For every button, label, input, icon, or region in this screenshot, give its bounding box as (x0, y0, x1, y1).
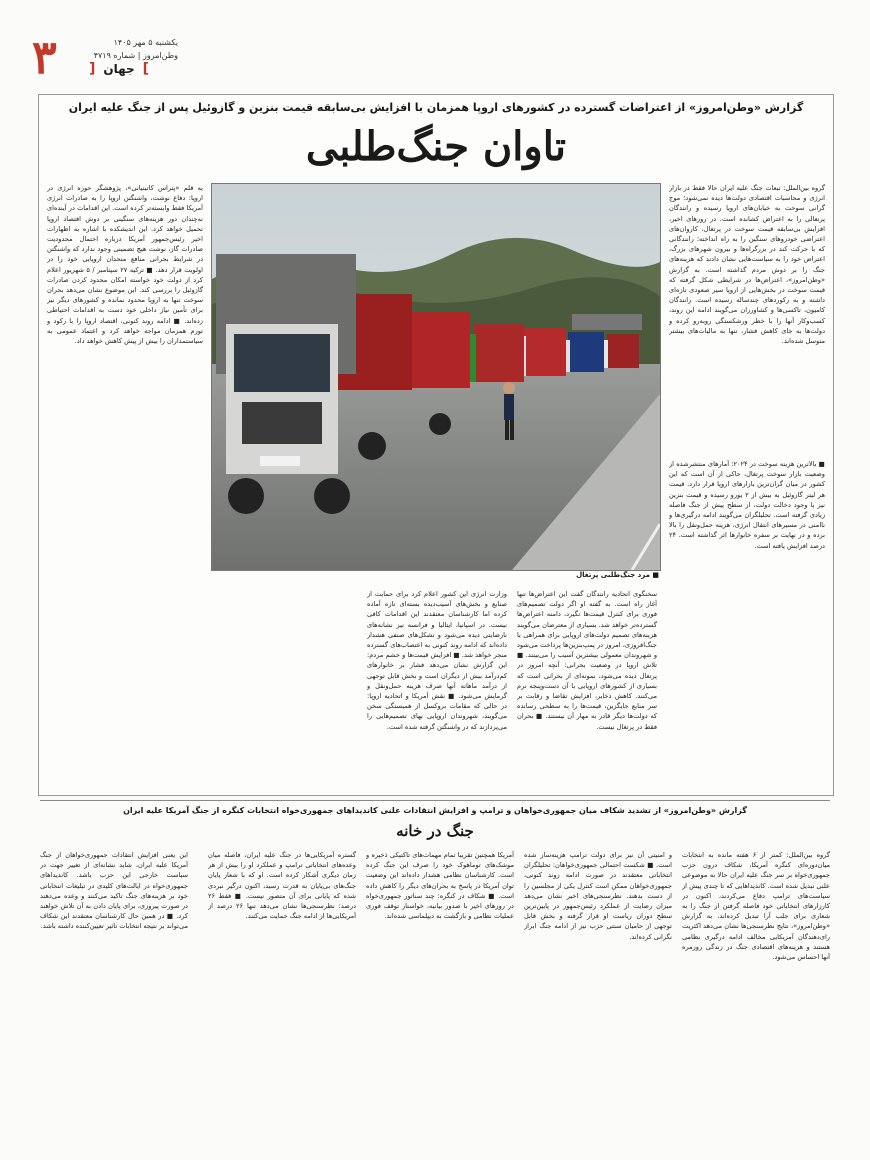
article-paragraph: گستره آمریکایی‌ها در جنگ علیه ایران، فاصله میان وعده‌های انتخاباتی ترامپ و عملکرد او را بیش از هر زمان دیگری آشکار کرده است. او که با شعار پایان جنگ‌های بی‌پایان به قدرت رسید، اکنون درگیر نبردی شده که پایانی برای آن متصور نیست. ■ فقط ۲۶ درصد: نظرسنجی‌ها نشان می‌دهد تنها ۲۶ درصد از آمریکایی‌ها از ادامه جنگ حمایت می‌کنند. (208, 851, 356, 921)
article-paragraph: و امنیتی آن نیز برای دولت ترامپ هزینه‌ساز شده است. ■ شکست احتمالی جمهوری‌خواهان: تحلیلگران انتخاباتی معتقدند در صورت ادامه روند کنونی، جمهوری‌خواهان ممکن است کنترل یکی از مجلسین را از دست بدهند. نظرسنجی‌های اخیر نشان می‌دهد میزان رضایت از عملکرد رئیس‌جمهور در پایین‌ترین سطح دوران ریاست او قرار گرفته و بخش قابل توجهی از حامیان سنتی حزب نیز از ادامه جنگ ابراز نگرانی کرده‌اند. (524, 851, 672, 941)
article-paragraph: به قلم «پتراس کاتینیانی»، پژوهشگر حوزه انرژی در اروپا: دفاع نوشت، واشنگتن اروپا را به صادرات انرژی آمریکا فقط وابسته‌تر کرده است. این اقدامات در آینده‌ای نه‌چندان دور هزینه‌های سنگینی بر دوش اقتصاد اروپا تحمیل خواهد کرد. این اندیشکده با اشاره به اظهارات اخیر رئیس‌جمهور آمریکا درباره احتمال محدودیت صادرات گاز، نوشت هیچ تضمینی وجود ندارد که واشنگتن در شرایط بحرانی منافع متحدان اروپایی خود را در اولویت قرار دهد. ■ ترکیه ۲۷ سپتامبر / ۵ شهریور اعلام کرد از دولت خود خواسته امکان محدود کردن صادرات گازوئیل را بررسی کند. این موضوع نشان می‌دهد بحران سوخت تنها به اروپا محدود نمانده و کشورهای دیگر نیز برای تأمین نیاز داخلی خود دست به اقدامات احتیاطی زده‌اند. ■ ادامه روند کنونی، اقتصاد اروپا را با رکود و تورم همزمان مواجه خواهد کرد و اعتماد عمومی به سیاستمداران را بیش از پیش کاهش خواهد داد. (47, 184, 203, 346)
issue-meta (82, 36, 178, 62)
article-column (40, 850, 188, 1146)
issue-number: وطن‌امروز | شماره ۴۷۱۹ (93, 51, 178, 60)
article-paragraph: ■ بالاترین هزینه سوخت در ۲۰۲۴: آمارهای منتشرشده از وضعیت بازار سوخت پرتغال، حاکی از آن است که این کشور در میان گران‌ترین بازارهای اروپا قرار دارد. قیمت هر لیتر گازوئیل به بیش از ۲ یورو رسیده و قیمت بنزین نیز با وجود دخالت دولت، از سطح پیش از جنگ فاصله زیادی گرفته است. تحلیلگران می‌گویند ادامه درگیری‌ها و ناامنی در مسیرهای انتقال انرژی، هزینه حمل‌ونقل را بالا برده و در نهایت بر سفره خانوارها اثر گذاشته است. ۲۴ درصد افزایش یافته است. (669, 460, 825, 550)
masthead (0, 0, 870, 92)
article-column (366, 850, 514, 1146)
article-column (47, 183, 203, 785)
article-paragraph: آمریکا همچنین تقریبا تمام مهمات‌های تاکتیکی ذخیره و موشک‌های توماهوک خود را صرف این جنگ کرده است. کارشناسان نظامی هشدار داده‌اند این وضعیت توان آمریکا در پاسخ به بحران‌های دیگر را کاهش داده است. ■ شکاف در کنگره: چند سناتور جمهوری‌خواه در روزهای اخیر با صدور بیانیه، خواستار توقف فوری عملیات نظامی و بازگشت به دیپلماسی شده‌اند. (366, 851, 514, 921)
article-paragraph: گروه بین‌الملل: کمتر از ۶ هفته مانده به انتخابات میان‌دوره‌ای کنگره آمریکا، شکاف درون حزب جمهوری‌خواه بر سر جنگ علیه ایران حالا به موضوعی علنی تبدیل شده است. کاندیداهایی که تا چندی پیش از سیاست‌های ترامپ دفاع می‌کردند، اکنون در کارزارهای انتخاباتی خود فاصله گرفتن از جنگ را به شعاری برای جلب آرا تبدیل کرده‌اند. به گزارش «وطن‌امروز»، نتایج نظرسنجی‌ها نشان می‌دهد اکثریت رای‌دهندگان آمریکایی مخالف ادامه درگیری نظامی هستند و هزینه‌های اقتصادی جنگ در زندگی روزمره آنها احساس می‌شود. (682, 851, 830, 962)
trucks-protest-photo (211, 183, 661, 571)
top-story (38, 94, 834, 796)
article-column (669, 183, 825, 453)
article-paragraph: وزارت انرژی این کشور اعلام کرد برای حمایت از صنایع و بخش‌های آسیب‌دیده بسته‌ای تازه آماده کرده اما کارشناسان معتقدند این اقدامات کافی نیست. در اسپانیا، ایتالیا و فرانسه نیز نشانه‌های نارضایتی دیده می‌شود و تشکل‌های صنفی هشدار داده‌اند که ادامه روند کنونی به اعتصاب‌های گسترده منجر خواهد شد. ■ افزایش قیمت‌ها و خشم مردم: این گزارش نشان می‌دهد فشار بر خانوارهای کم‌درآمد بیش از دیگران است و بخش قابل توجهی از درآمد ماهانه آنها صرف هزینه حمل‌ونقل و گرمایش می‌شود. ■ نقش آمریکا و اتحادیه اروپا: در حالی که مقامات بروکسل از همبستگی سخن می‌گویند، شهروندان اروپایی بهای تصمیم‌هایی را می‌پردازند که در واشنگتن گرفته شده است. (367, 590, 507, 731)
photo-illustration (212, 184, 660, 570)
article-column (669, 459, 825, 785)
bottom-story-title: جنگ در خانه (396, 822, 474, 840)
top-story-kicker: گزارش «وطن‌امروز» از اعتراضات گسترده در کشورهای اروپا همزمان با افزایش بی‌سابقه قیمت بنزین و گازوئیل پس از جنگ علیه ایران (68, 101, 804, 114)
article-column (517, 589, 657, 785)
top-story-headline: تاوان جنگ‌طلبی (305, 123, 567, 170)
article-column (367, 589, 507, 785)
photo-caption: ■ مرد جنگ‌طلبی پرتغال (576, 571, 659, 579)
divider (40, 800, 830, 801)
page-number: ۳ (32, 30, 57, 84)
article-paragraph: گروه بین‌الملل: تبعات جنگ علیه ایران حالا فقط در بازار انرژی و محاسبات اقتصادی دولت‌ها دیده نمی‌شود؛ موج گرانی سوخت به خیابان‌های اروپا رسیده و رانندگان پرتغالی را به اعتراض کشانده است. در روزهای اخیر، افزایش بی‌سابقه قیمت سوخت در پرتغال، کاروان‌های اعتراضی خودروهای سنگین را به راه انداخته؛ رانندگانی که با حرکت کند در بزرگراه‌ها و بیرون شهرهای بزرگ، اعتراض خود را به سیاست‌هایی نشان دادند که هزینه‌های جنگ را بر دوش مردم گذاشته است. به گزارش «وطن‌امروز»، اعتراض‌ها در شرایطی شکل گرفته که قیمت سوخت در بخش‌هایی از اروپا سیر صعودی تازه‌ای داشته و به رکوردهای چندساله رسیده است. رانندگان کامیون، تاکسی‌ها و کشاورزان می‌گویند ادامه این روند، کسب‌وکار آنها را با خطر ورشکستگی روبه‌رو کرده و دولت‌ها به جای کاهش فشار، تنها به مالیات‌های بیشتر متوسل شده‌اند. (669, 184, 825, 346)
article-column (524, 850, 672, 1146)
section-label: ] جهان [ (88, 61, 150, 77)
bottom-story-kicker: گزارش «وطن‌امروز» از تشدید شکاف میان جمهوری‌خواهان و ترامپ و افزایش انتقادات علنی کاندیداهای جمهوری‌خواه انتخابات کنگره از جنگ آمریکا علیه ایران (123, 806, 747, 815)
section-name: جهان (103, 62, 135, 76)
article-column (682, 850, 830, 1146)
article-paragraph: این یعنی افزایش انتقادات جمهوری‌خواهان از جنگ آمریکا علیه ایران، شاید نشانه‌ای از تغییر جهت در سیاست خارجی این حزب باشد. کاندیداهای جمهوری‌خواه در ایالت‌های کلیدی در تبلیغات انتخاباتی خود بر هزینه‌های جنگ تاکید می‌کنند و وعده می‌دهند در صورت پیروزی، برای پایان دادن به آن تلاش خواهند کرد. ■ در همین حال کارشناسان معتقدند این شکاف می‌تواند بر نتیجه انتخابات تاثیر تعیین‌کننده داشته باشد. (40, 851, 188, 931)
issue-date: یکشنبه ۵ مهر ۱۴۰۵ (113, 38, 178, 47)
article-column (208, 850, 356, 1146)
article-paragraph: سخنگوی اتحادیه رانندگان گفت این اعتراض‌ها تنها آغاز راه است. به گفته او اگر دولت تصمیم‌های فوری برای کنترل قیمت‌ها نگیرد، دامنه اعتراض‌ها گسترده‌تر خواهد شد. بسیاری از معترضان می‌گویند هزینه‌های تصمیم دولت‌های اروپایی برای همراهی با جنگ‌افروزی، امروز در پمپ‌بنزین‌ها پرداخت می‌شود و شهروندان معمولی بیشترین آسیب را می‌بینند. ■ تلاش اروپا در وضعیت بحرانی: آنچه امروز در پرتغال دیده می‌شود، نمونه‌ای از بحرانی است که بسیاری از کشورهای اروپایی با آن دست‌وپنجه نرم می‌کنند. کاهش ذخایر، افزایش تقاضا و رقابت بر سر منابع جایگزین، قیمت‌ها را به سطحی رسانده که دولت‌ها دیگر قادر به مهار آن نیستند. ■ بحران فقط در پرتغال نیست. (517, 590, 657, 731)
